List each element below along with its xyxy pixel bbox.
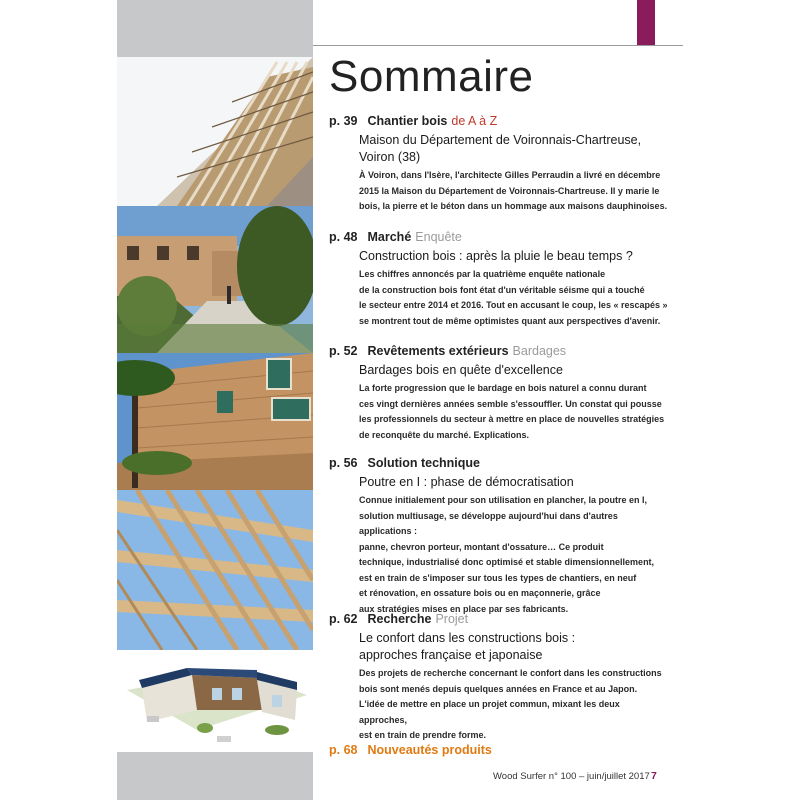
summary-line: Les chiffres annoncés par la quatrième enquête nationale (359, 269, 606, 279)
toc-entry-recherche[interactable] (329, 611, 669, 744)
section-name: Nouveautés produits (367, 743, 492, 757)
article-title-line: approches française et japonaise (359, 648, 543, 662)
summary-line: ces vingt dernières années semble s'essouffler. Un constat qui pousse (359, 398, 662, 409)
page-ref: p. 56 (329, 456, 358, 470)
summary-line: de reconquête du marché. Explications. (359, 429, 530, 440)
summary-line: le secteur entre 2014 et 2016. Tout en accusant le coup, les « rescapés » (359, 300, 668, 310)
summary-line: solution multiusage, se développe aujourd'hui dans d'autres applications : (359, 510, 618, 536)
article-summary (359, 381, 669, 443)
article-title (359, 362, 669, 379)
toc-entry-header (329, 343, 669, 359)
toc-entry-header (329, 455, 669, 471)
bottom-gray-band (117, 752, 313, 800)
section-name: Recherche (367, 612, 432, 626)
section-name: Chantier bois (367, 114, 448, 128)
section-category: Enquête (415, 230, 462, 244)
page-number: 7 (651, 770, 657, 782)
article-title-line: Maison du Département de Voironnais-Chartreuse, (359, 133, 642, 147)
article-title-line: Bardages bois en quête d'excellence (359, 363, 563, 377)
photo-timber-frame (117, 490, 313, 650)
section-category: Projet (435, 612, 469, 626)
summary-line: aux stratégies mises en place par ses fabricants. (359, 603, 569, 614)
summary-line: À Voiron, dans l'Isère, l'architecte Gilles Perraudin a livré en décembre (359, 170, 661, 180)
illustration-house (117, 650, 313, 752)
toc-entry-solution-technique[interactable] (329, 455, 669, 617)
page-title: Sommaire (329, 52, 534, 101)
section-name: Solution technique (367, 456, 480, 470)
article-title-line: Le confort dans les constructions bois : (359, 631, 576, 645)
photo-wooden-houses (117, 206, 313, 353)
footer-issue-info: Wood Surfer n° 100 – juin/juillet 2017 (493, 771, 650, 782)
page-ref: p. 52 (329, 344, 358, 358)
section-category: de A à Z (451, 114, 498, 128)
summary-line: Connue initialement pour son utilisation en plancher, la poutre en I, (359, 495, 648, 505)
summary-line: Des projets de recherche concernant le confort dans les constructions (359, 668, 662, 678)
toc-entry-nouveautes-produits[interactable] (329, 742, 669, 758)
toc-entry-header (329, 742, 669, 758)
toc-entry-chantier-bois[interactable] (329, 113, 669, 215)
section-name: Marché (367, 230, 412, 244)
toc-entry-header (329, 229, 669, 245)
article-summary (359, 168, 669, 215)
top-rule (313, 45, 683, 46)
summary-line: est en train de prendre forme. (359, 730, 487, 740)
summary-line: technique, industrialisé donc optimisé et stable dimensionnellement, (359, 557, 655, 567)
article-summary (359, 493, 669, 617)
photo-wood-cladding (117, 353, 313, 490)
article-summary (359, 666, 669, 744)
summary-line: 2015 la Maison du Département de Voironnais-Chartreuse. Il y marie le (359, 185, 660, 196)
summary-line: bois, la pierre et le béton dans un hommage aux maisons dauphinoises. (359, 201, 668, 211)
summary-line: les professionnels du secteur à mettre en place de nouvelles stratégies (359, 414, 665, 424)
photo-facade-louvers (117, 57, 313, 206)
article-title-line: Voiron (38) (359, 150, 421, 164)
toc-entry-header (329, 611, 669, 627)
summary-line: bois sont menés depuis quelques années en France et au Japon. (359, 683, 638, 694)
section-category: Bardages (512, 344, 567, 358)
article-title (359, 248, 669, 265)
summary-line: L'idée de mettre en place un projet commun, mixant les deux approches, (359, 699, 620, 725)
top-gray-band (117, 0, 313, 57)
article-title (359, 630, 669, 664)
article-title-line: Poutre en I : phase de démocratisation (359, 475, 574, 489)
page-ref: p. 39 (329, 114, 358, 128)
page-ref: p. 48 (329, 230, 358, 244)
page-ref: p. 62 (329, 612, 358, 626)
accent-bar (637, 0, 655, 45)
article-title (359, 474, 669, 491)
summary-line: panne, chevron porteur, montant d'ossature… Ce produit (359, 541, 604, 552)
article-title-line: Construction bois : après la pluie le beau temps ? (359, 249, 633, 263)
article-summary (359, 267, 669, 329)
page-ref: p. 68 (329, 743, 358, 757)
summary-line: est en train de s'imposer sur tous les types de chantiers, en neuf (359, 572, 637, 583)
summary-line: de la construction bois font état d'un véritable séisme qui a touché (359, 284, 645, 295)
toc-entry-marche[interactable] (329, 229, 669, 329)
toc-entry-revetements-exterieurs[interactable] (329, 343, 669, 443)
toc-entry-header (329, 113, 669, 129)
summary-line: La forte progression que le bardage en bois naturel a connu durant (359, 383, 647, 393)
section-name: Revêtements extérieurs (367, 344, 509, 358)
summary-line: et rénovation, en ossature bois ou en maçonnerie, grâce (359, 588, 601, 598)
article-title (359, 132, 669, 166)
summary-line: se montrent tout de même optimistes quant aux perspectives d'avenir. (359, 315, 661, 326)
